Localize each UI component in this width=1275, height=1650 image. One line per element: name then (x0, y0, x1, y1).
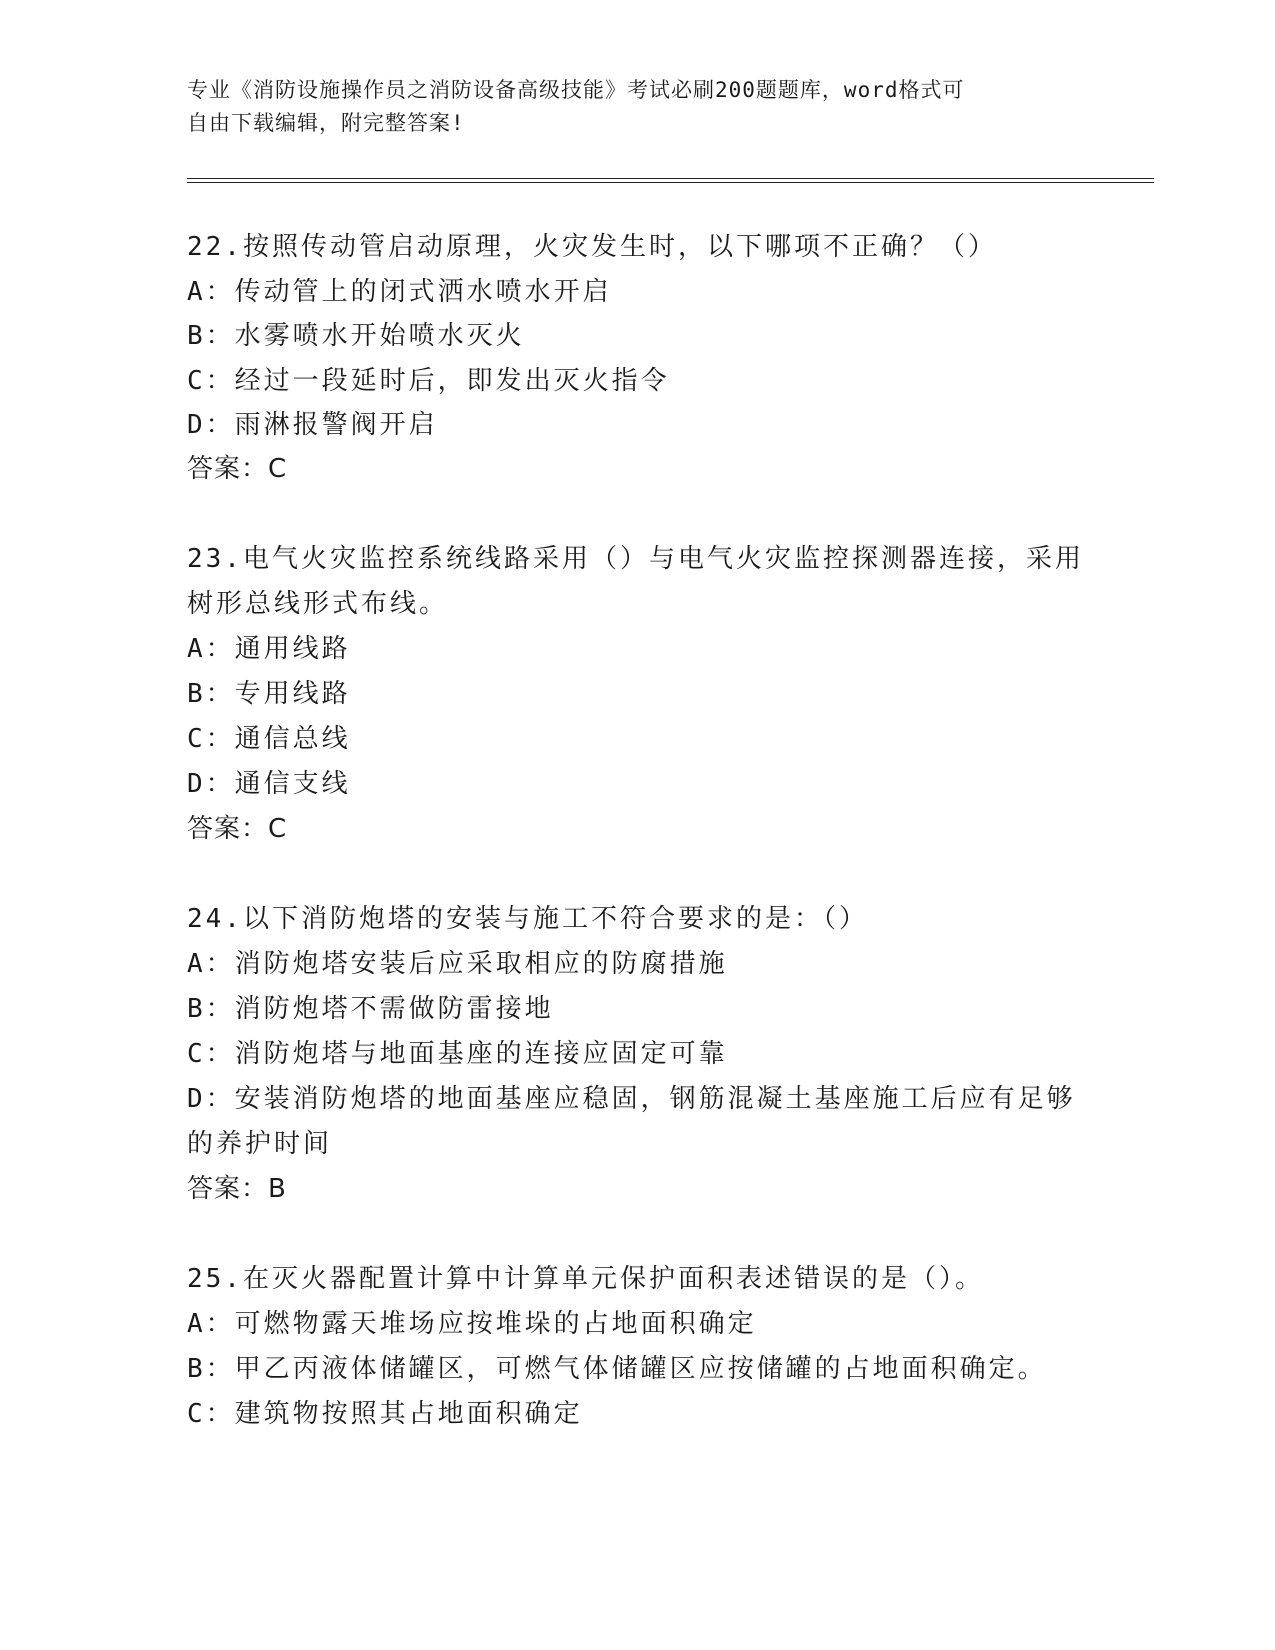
question-24-option-d-line-1: D：安装消防炮塔的地面基座应稳固，钢筋混凝土基座施工后应有足够 (187, 1084, 1076, 1114)
question-25-option-a: A：可燃物露天堆场应按堆垛的占地面积确定 (187, 1309, 757, 1339)
question-23-option-b: B：专用线路 (187, 679, 351, 709)
question-22-answer: 答案：C (187, 454, 288, 484)
question-22-option-b: B：水雾喷水开始喷水灭火 (187, 321, 525, 351)
question-24-option-d-line-2: 的养护时间 (187, 1129, 333, 1159)
question-24-option-c: C：消防炮塔与地面基座的连接应固定可靠 (187, 1039, 728, 1069)
question-23-option-a: A：通用线路 (187, 634, 351, 664)
question-23-option-c: C：通信总线 (187, 724, 351, 754)
question-25-option-c: C：建筑物按照其占地面积确定 (187, 1399, 583, 1429)
question-23-answer: 答案：C (187, 814, 288, 844)
question-23-stem-line-2: 树形总线形式布线。 (187, 589, 449, 619)
question-24-option-b: B：消防炮塔不需做防雷接地 (187, 994, 554, 1024)
header-line-1: 专业《消防设施操作员之消防设备高级技能》考试必刷200题题库，word格式可 (187, 78, 965, 102)
header-divider (187, 178, 1154, 183)
header-line-2: 自由下载编辑，附完整答案! (187, 111, 465, 135)
question-22-stem: 22.按照传动管启动原理，火灾发生时，以下哪项不正确？（） (187, 232, 997, 262)
question-24-stem: 24.以下消防炮塔的安装与施工不符合要求的是：（） (187, 904, 868, 934)
question-24-option-a: A：消防炮塔安装后应采取相应的防腐措施 (187, 949, 728, 979)
question-23-stem-line-1: 23.电气火灾监控系统线路采用（）与电气火灾监控探测器连接，采用 (187, 544, 1084, 574)
question-25-stem: 25.在灭火器配置计算中计算单元保护面积表述错误的是（）。 (187, 1264, 984, 1294)
question-22-option-a: A：传动管上的闭式洒水喷水开启 (187, 277, 612, 307)
question-23-option-d: D：通信支线 (187, 769, 351, 799)
question-22-option-c: C：经过一段延时后，即发出灭火指令 (187, 366, 670, 396)
question-25-option-b: B：甲乙丙液体储罐区，可燃气体储罐区应按储罐的占地面积确定。 (187, 1354, 1047, 1384)
document-header (187, 74, 1067, 140)
question-24-answer: 答案：B (187, 1174, 287, 1204)
question-22-option-d: D：雨淋报警阀开启 (187, 410, 438, 440)
